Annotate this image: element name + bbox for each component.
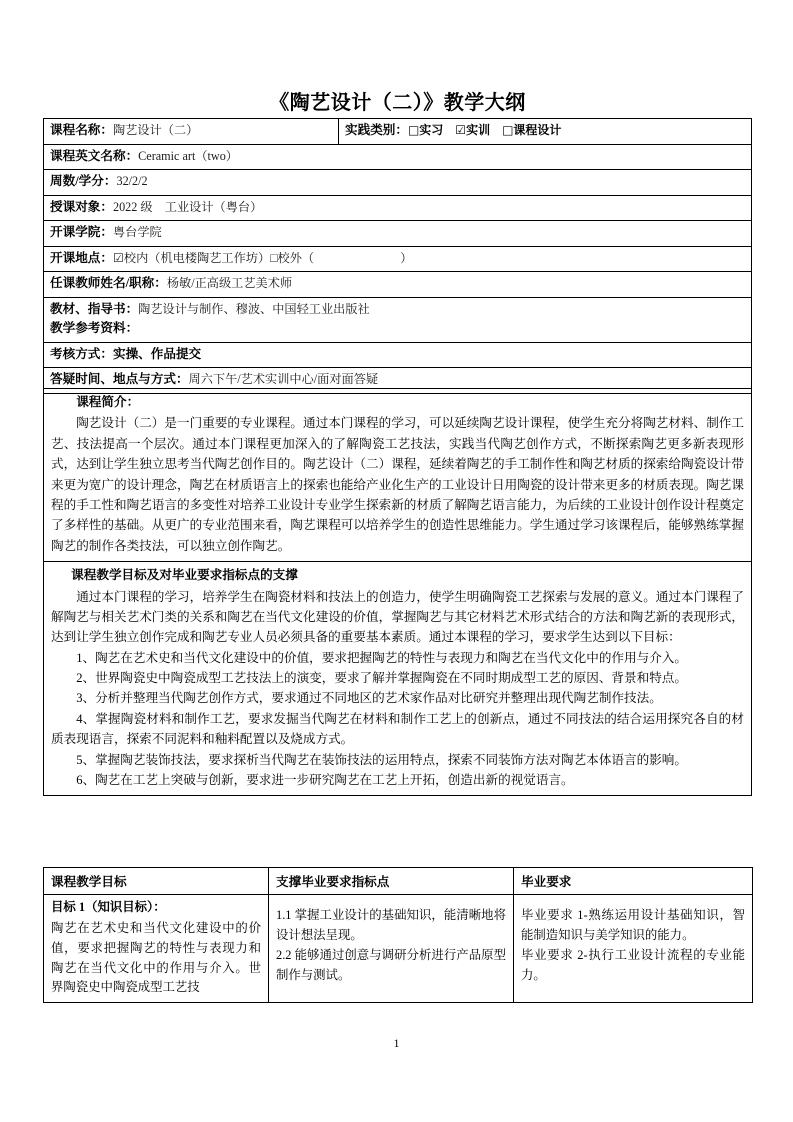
cell-course-intro [44,389,752,562]
cell-weeks-credits [44,170,752,196]
location-close-paren: ） [400,250,413,265]
cell-location [44,246,752,272]
page-number: 1 [393,1038,400,1050]
goal-item: 6、陶艺在工艺上突破与创新，要求进一步研究陶艺在工艺上开拓，创造出新的视觉语言。 [76,773,574,788]
label-weeks-credits: 周数/学分： [50,174,117,189]
label-audience: 授课对象： [50,199,113,214]
cell-requirements-1 [514,895,753,1003]
table-row [44,895,753,1003]
value-course-name-en: Ceramic art（two） [138,148,238,163]
goal-item: 2、世界陶瓷史中陶瓷成型工艺技法上的演变，要求了解并掌握陶瓷在不同时期成型工艺的原因、背景和特点。 [76,671,687,686]
intro-heading: 课程简介： [76,395,140,409]
page-title: 《陶艺设计（二）》教学大纲 [269,92,526,114]
value-audience: 2022 级 工业设计（粤台） [112,199,263,214]
label-reference: 教学参考资料： [50,321,139,336]
table-row [44,195,752,221]
value-weeks-credits: 32/2/2 [116,174,148,189]
value-qa: 周六下午/艺术实训中心/面对面答疑 [188,372,379,387]
cell-audience [44,195,752,221]
goal-item: 1、陶艺在艺术史和当代文化建设中的价值，要求把握陶艺的特性与表现力和陶艺在当代文化中的作用与介入。 [76,650,687,665]
table-row [44,297,752,342]
label-college: 开课学院： [50,225,113,240]
reference-line [50,319,746,339]
goal-item: 3、分析并整理当代陶艺创作方式，要求通过不同地区的艺术家作品对比研究并整理出现代陶艺制作技法。 [76,691,662,706]
course-body-table [43,388,752,796]
indicator-item: 1.1 掌握工业设计的基础知识，能清晰地将设计想法呈现。 [276,908,506,942]
label-practice-type: 实践类别： [345,123,408,137]
indicator-item: 2.2 能够通过创意与调研分析进行产品原型制作与测试。 [276,947,506,982]
table-row [44,562,752,796]
value-assessment: 实操、作品提交 [112,346,202,361]
goal-1-text: 陶艺在艺术史和当代文化建设中的价值，要求把握陶艺的特性与表现力和陶艺在当代文化中的作用与介入。世界陶瓷史中陶瓷成型工艺技 [51,920,261,995]
table-row [44,221,752,247]
practice-type-checkboxes[interactable]: □实习 ☑实训 □课程设计 [407,123,562,137]
label-course-name-en: 课程英文名称： [50,148,139,163]
requirement-item: 毕业要求 1-熟练运用设计基础知识，智能制造知识与美学知识的能力。 [521,908,745,942]
cell-indicators-1 [269,895,514,1003]
value-textbook: 陶艺设计与制作、穆波、中国轻工业出版社 [138,301,370,316]
goals-paragraph: 通过本门课程的学习，培养学生在陶瓷材料和技法上的创造力，使学生明确陶瓷工艺探索与发展的意义。通过本门课程了解陶艺与相关艺术门类的关系和陶艺在当代文化建设的价值，掌握陶艺与其它材料艺术形式结合的方法和陶艺新的表现形式，达到让学生独立创作完成和陶艺专业人员必须具备的重要基本素质。通过本课程的学习，要求学生达到以下目标： [51,589,744,645]
goal-item: 5、掌握陶艺装饰技法，要求探析当代陶艺在装饰技法的运用特点，探索不同装饰方法对陶艺本体语言的影响。 [76,752,687,767]
intro-paragraph: 陶艺设计（二）是一门重要的专业课程。通过本门课程的学习，可以延续陶艺设计课程，使学生充分将陶艺材料、制作工艺、技法提高一个层次。通过本门课程更加深入的了解陶瓷工艺技法，实践当代陶艺创作方式，不断探索陶艺更多新表现形式，达到让学生独立思考当代陶艺创作目的。陶艺设计（二）课程，延续着陶艺的手工制作性和陶艺材质的探索给陶瓷设计带来更为宽广的设计理念，陶艺在材质语言上的探索也能给产业化生产的工业设计日用陶瓷的设计带来更多的材质表现。陶艺课程的手工性和陶艺语言的多变性对培养工业设计专业学生探索新的材质了解陶艺语言能力，为后续的工业设计创作设计程奠定了多样性的基础。从更广的专业范围来看，陶艺课程可以培养学生的创造性思维能力。学生通过学习该课程后，能够熟练掌握陶艺的制作各类技法，可以独立创作陶艺。 [51,416,744,553]
value-college: 粤台学院 [112,225,162,240]
cell-practice-type [339,119,752,145]
goal-1-title: 目标 1（知识目标）： [51,900,166,914]
column-header-indicator: 支撑毕业要求指标点 [269,868,514,895]
cell-textbook [44,297,752,342]
value-teacher: 杨敏/正高级工艺美术师 [166,276,293,291]
table-row [44,272,752,298]
requirement-item: 毕业要求 2-执行工业设计流程的专业能力。 [521,947,745,982]
cell-course-name-en [44,144,752,170]
textbook-line [50,300,746,320]
column-header-requirement: 毕业要求 [514,868,753,895]
label-course-name: 课程名称： [50,123,113,137]
table-row [44,170,752,196]
label-textbook: 教材、指导书： [50,301,139,316]
label-assessment: 考核方式： [50,346,113,361]
cell-assessment [44,342,752,368]
table-row [44,246,752,272]
location-checkboxes[interactable]: ☑校内（机电楼陶艺工作坊）□校外（ [112,250,315,265]
cell-goal-1 [44,895,269,1003]
goal-item: 4、掌握陶瓷材料和制作工艺，要求发掘当代陶艺在材料和制作工艺上的创新点，通过不同技法的结合运用探究各自的材质表现语言，探索不同泥料和釉料配置以及烧成方式。 [51,711,744,747]
cell-course-name [44,119,339,145]
cell-teacher [44,272,752,298]
table-row [44,389,752,562]
value-course-name: 陶艺设计（二） [112,123,199,137]
table-row [44,119,752,145]
table-header-row [44,868,753,895]
course-info-table [43,118,752,394]
objectives-table [43,867,753,1003]
label-qa: 答疑时间、地点与方式： [50,372,189,387]
table-row [44,342,752,368]
column-header-goal: 课程教学目标 [44,868,269,895]
label-location: 开课地点： [50,250,113,265]
cell-course-goals [44,562,752,796]
cell-college [44,221,752,247]
table-row [44,144,752,170]
goals-heading: 课程教学目标及对毕业要求指标点的支撑 [71,568,298,583]
label-teacher: 任课教师姓名/职称： [50,276,167,291]
